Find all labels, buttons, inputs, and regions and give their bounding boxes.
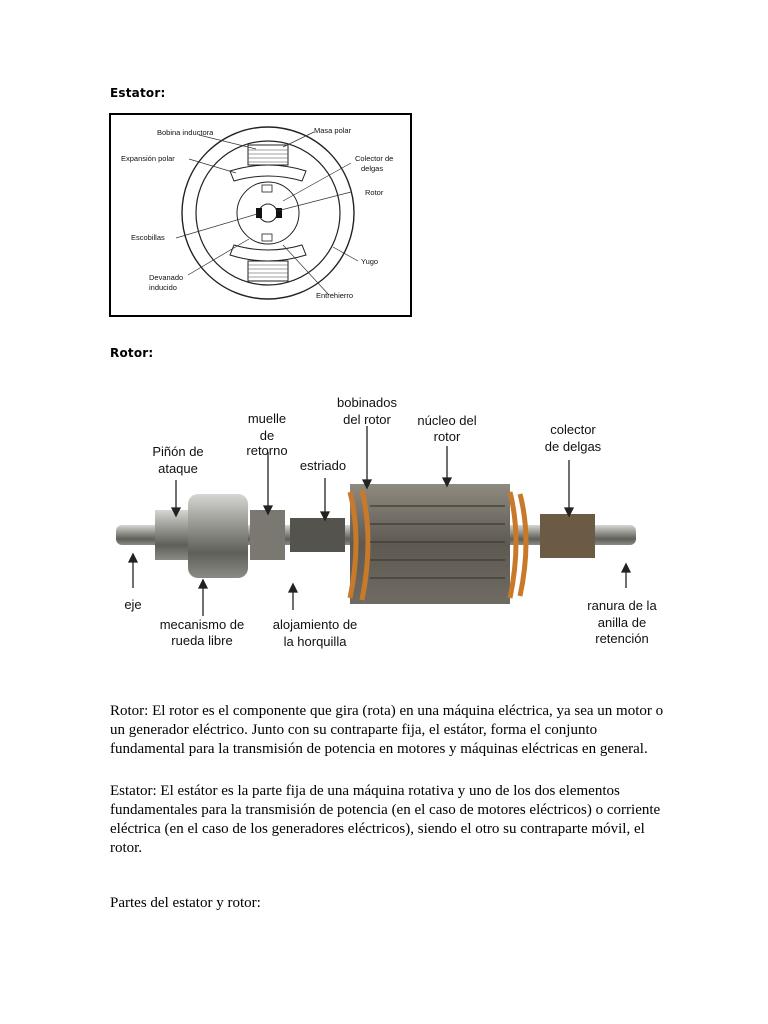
- label-mecanismo-line2: rueda libre: [171, 633, 233, 648]
- label-colector-line1: Colector de: [355, 154, 394, 163]
- label-alojamiento-line1: alojamiento de: [272, 617, 358, 632]
- stator-diagram-svg: [111, 115, 410, 315]
- rotor-heading: Rotor:: [110, 346, 154, 360]
- label-ranura-line1: ranura de la: [587, 598, 657, 613]
- label-mecanismo-line1: mecanismo de: [159, 617, 245, 632]
- label-ranura-line2: anilla de: [597, 615, 647, 630]
- label-escobillas: Escobillas: [131, 233, 165, 242]
- stator-diagram: [109, 113, 412, 317]
- label-expansion-polar: Expansión polar: [121, 154, 175, 163]
- label-colector-line1: colector: [550, 422, 596, 437]
- label-pinon-line1: Piñón de: [152, 444, 204, 459]
- estator-definition-paragraph: Estator: El estátor es la parte fija de una máquina rotativa y uno de los dos elementos fundamentales para la transmisión de potencia (en el caso de motores eléctricos) o corriente eléctrica (en el caso de los generadores eléctricos), siendo el otro su contraparte móvil, el rotor.: [110, 783, 661, 856]
- label-muelle-line1: muelle: [247, 411, 287, 426]
- rotor-photo: [100, 390, 670, 660]
- escobilla-right: [276, 208, 282, 218]
- rotor-core-photo: [350, 484, 510, 604]
- stator-heading: Estator:: [110, 86, 166, 100]
- commutator: [540, 514, 595, 558]
- expansion-polar-top: [230, 165, 306, 181]
- label-colector-line2: delgas: [361, 164, 384, 173]
- label-estriado: estriado: [299, 458, 347, 473]
- escobilla-left: [256, 208, 262, 218]
- label-colector-line2: de delgas: [544, 439, 602, 454]
- label-devanado-line2: inducido: [149, 283, 177, 292]
- label-bobinados-line1: bobinados: [337, 395, 397, 410]
- label-devanado-line1: Devanado: [149, 273, 184, 282]
- expansion-polar-bottom: [230, 245, 306, 261]
- splined-section: [290, 518, 345, 552]
- return-spring: [250, 510, 285, 560]
- label-ranura-line3: retención: [595, 631, 649, 646]
- freewheel-housing: [188, 494, 248, 578]
- label-entrehierro: Entrehierro: [316, 291, 354, 300]
- label-pinon-line2: ataque: [158, 461, 198, 476]
- label-nucleo-line1: núcleo del: [417, 413, 477, 428]
- masa-polar-bottom: [248, 261, 288, 281]
- label-bobina-inductora: Bobina inductora: [157, 128, 214, 137]
- label-rotor: Rotor: [365, 188, 384, 197]
- label-eje: eje: [124, 597, 142, 612]
- delga-bottom: [262, 234, 272, 241]
- label-alojamiento-line2: la horquilla: [283, 634, 347, 649]
- label-masa-polar: Masa polar: [314, 126, 352, 135]
- label-muelle-line3: retorno: [246, 443, 288, 458]
- delga-top: [262, 185, 272, 192]
- label-muelle-line2: de: [259, 428, 275, 443]
- rotor-definition-paragraph: Rotor: El rotor es el componente que gira (rota) en una máquina eléctrica, ya sea un motor o un generador eléctrico. Junto con su contraparte fija, el estátor, forma el conjunto fundamental para la transmisión de potencia en motores y máquinas eléctricas en general.: [110, 703, 664, 757]
- partes-heading-paragraph: Partes del estator y rotor:: [110, 895, 261, 911]
- label-yugo: Yugo: [361, 257, 379, 266]
- label-nucleo-line2: rotor: [433, 429, 461, 444]
- label-bobinados-line2: del rotor: [343, 412, 391, 427]
